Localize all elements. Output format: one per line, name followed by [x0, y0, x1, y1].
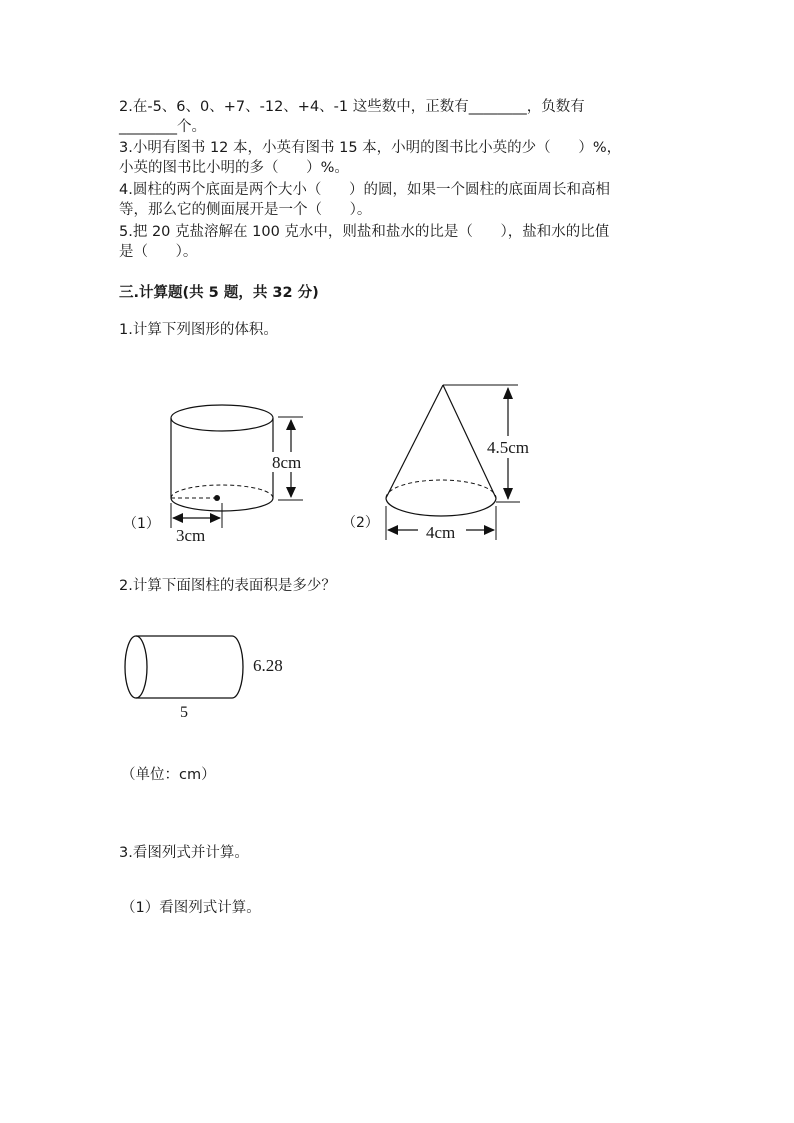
section-heading: 三.计算题(共 5 题，共 32 分)	[119, 285, 319, 301]
calc2-prompt: 2.计算下面图柱的表面积是多少？	[119, 578, 336, 594]
q4-line1: 4.圆柱的两个底面是两个大小（ ）的圆，如果一个圆柱的底面周长和高相	[119, 182, 610, 198]
cone-diameter-label: 4cm	[426, 523, 456, 542]
cylinder-radius-label: 3cm	[176, 526, 206, 545]
cone-base-front	[386, 498, 496, 516]
circumference-label: 6.28	[253, 656, 283, 675]
cone-figure	[378, 378, 538, 548]
calc3-prompt: 3.看图列式并计算。	[119, 845, 249, 861]
q2-line2: ________个。	[119, 119, 206, 135]
cone-height-label: 4.5cm	[487, 438, 530, 457]
cone-left-edge	[386, 385, 443, 498]
q4-line2: 等，那么它的侧面展开是一个（ ）。	[119, 202, 372, 218]
unit-note: （单位：cm）	[121, 767, 216, 783]
right-end-arc	[232, 636, 243, 698]
length-label: 5	[180, 704, 188, 721]
q2-line1: 2.在-5、6、0、+7、-12、+4、-1 这些数中，正数有________，负数有	[119, 99, 585, 115]
fig2-label: （2）	[342, 515, 379, 531]
cone-base-back	[386, 480, 496, 498]
cylinder-bottom-hidden	[171, 485, 273, 498]
left-end-ellipse	[125, 636, 147, 698]
calc1-prompt: 1.计算下列图形的体积。	[119, 322, 278, 338]
cylinder-top-ellipse	[171, 405, 273, 431]
q3-line1: 3.小明有图书 12 本，小英有图书 15 本，小明的图书比小英的少（ ）%，	[119, 140, 622, 156]
q5-line2: 是（ ）。	[119, 244, 198, 260]
calc3-sub1: （1）看图列式计算。	[121, 900, 261, 916]
cylinder-height-label: 8cm	[272, 453, 302, 472]
fig1-label: （1）	[123, 516, 160, 532]
cylinder-center-dot	[214, 495, 220, 501]
q5-line1: 5.把 20 克盐溶解在 100 克水中，则盐和盐水的比是（ ），盐和水的比值	[119, 224, 610, 240]
horizontal-cylinder-figure	[120, 630, 250, 705]
q3-line2: 小英的图书比小明的多（ ）%。	[119, 160, 349, 176]
